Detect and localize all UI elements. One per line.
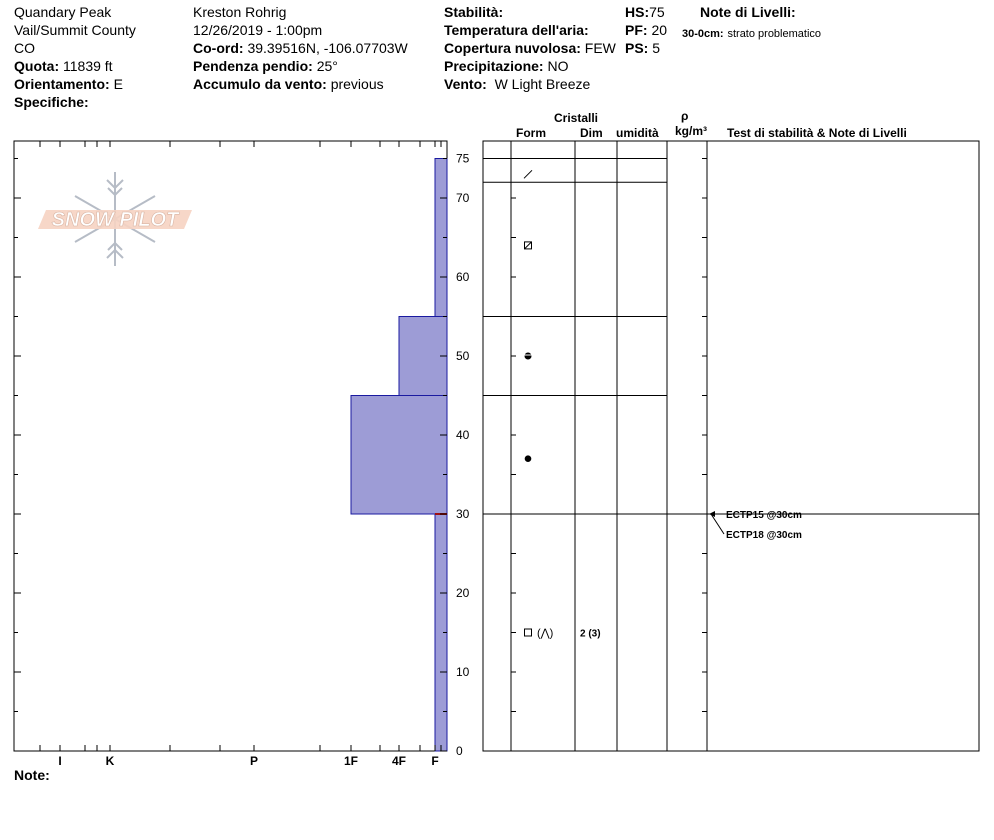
snow-height-label: HS:: [625, 4, 650, 20]
stability-test-label: ECTP18 @30cm: [726, 530, 802, 541]
layer-note-text: strato problematico: [727, 28, 822, 40]
grain-diagonal: [525, 242, 532, 249]
depth-label: 0: [456, 744, 463, 758]
precipitation-label: Precipitazione:: [444, 58, 544, 74]
stability-test-label: ECTP15 @30cm: [726, 510, 802, 521]
slope-label: Pendenza pendio:: [193, 58, 313, 74]
wind-loading-label: Accumulo da vento:: [193, 76, 327, 92]
depth-label: 75: [456, 151, 470, 166]
snowpilot-logo: [38, 172, 192, 266]
region-name: Vail/Summit County: [14, 22, 136, 38]
foot-penetration-value: 20: [651, 22, 668, 38]
precipitation-value: NO: [547, 58, 569, 74]
ski-penetration-label: PS:: [625, 40, 649, 56]
snow-height-value: 75: [649, 4, 665, 20]
specifics-label: Specifiche:: [14, 94, 89, 110]
density-symbol: ρ: [681, 109, 689, 123]
observer-name: Kreston Rohrig: [193, 4, 287, 20]
wind-value: W Light Breeze: [494, 76, 591, 92]
size-header: Dim: [580, 126, 603, 140]
depth-label: 20: [456, 586, 470, 600]
faceted-crystals-with-depth-hoar-icon: [525, 629, 532, 636]
hardness-label: K: [105, 754, 115, 768]
hardness-label: 4F: [391, 754, 407, 768]
depth-label: 30: [456, 507, 470, 521]
coordinates-label: Co-ord:: [193, 40, 244, 56]
logo-text: SNOW PILOT: [51, 209, 179, 231]
hardness-label: P: [249, 754, 259, 768]
layer-note-range: 30-0cm:: [682, 28, 724, 40]
stability-tests-header: Test di stabilità & Note di Livelli: [727, 126, 907, 140]
depth-label: 10: [456, 665, 470, 679]
rounding-faceted-icon: [524, 353, 532, 360]
cloud-cover-label: Copertura nuvolosa:: [444, 40, 581, 56]
aspect-value: E: [113, 76, 123, 92]
grain-dot: [525, 353, 532, 360]
crystals-header: Cristalli: [554, 111, 599, 125]
hardness-label: I: [58, 754, 62, 768]
grain-size-label: 2 (3): [580, 628, 601, 640]
decomposing-fragments-icon: [524, 170, 532, 178]
hardness-label: F: [431, 754, 439, 768]
hardness-label: 1F: [343, 754, 359, 768]
observation-datetime: 12/26/2019 - 1:00pm: [193, 22, 323, 38]
depth-label: 70: [456, 191, 470, 205]
test-pointer-line: [711, 514, 724, 534]
foot-penetration-label: PF:: [625, 22, 648, 38]
coordinates-value: 39.39516N, -106.07703W: [247, 40, 408, 56]
hardness-bar: [351, 396, 447, 515]
elevation-label: Quota:: [14, 58, 60, 74]
wind-loading-value: previous: [330, 76, 384, 92]
location-name: Quandary Peak: [14, 4, 112, 20]
air-temperature-label: Temperatura dell'aria:: [444, 22, 589, 38]
depth-label: 40: [456, 428, 470, 442]
hardness-bar: [399, 317, 447, 396]
state-name: CO: [14, 40, 35, 56]
density-unit: kg/m³: [675, 124, 708, 138]
notes-label: Note:: [14, 767, 50, 783]
depth-label: 60: [456, 270, 470, 284]
profile-table-frame: [483, 141, 979, 751]
wind-label: Vento:: [444, 76, 487, 92]
wetness-header: umidità: [616, 126, 659, 140]
elevation-value: 11839 ft: [63, 58, 113, 74]
ski-penetration-value: 5: [652, 40, 661, 56]
slope-value: 25°: [316, 58, 338, 74]
faceted-rounded-icon: [525, 242, 532, 249]
rounded-grains-icon: [525, 455, 532, 462]
depth-label: 50: [456, 349, 470, 363]
layer-notes-label: Note di Livelli:: [700, 4, 796, 20]
stability-label: Stabilità:: [444, 4, 504, 20]
cloud-cover-value: FEW: [584, 40, 616, 56]
form-header: Form: [516, 126, 546, 140]
secondary-grain-form: (⋀): [537, 627, 554, 640]
aspect-label: Orientamento:: [14, 76, 110, 92]
